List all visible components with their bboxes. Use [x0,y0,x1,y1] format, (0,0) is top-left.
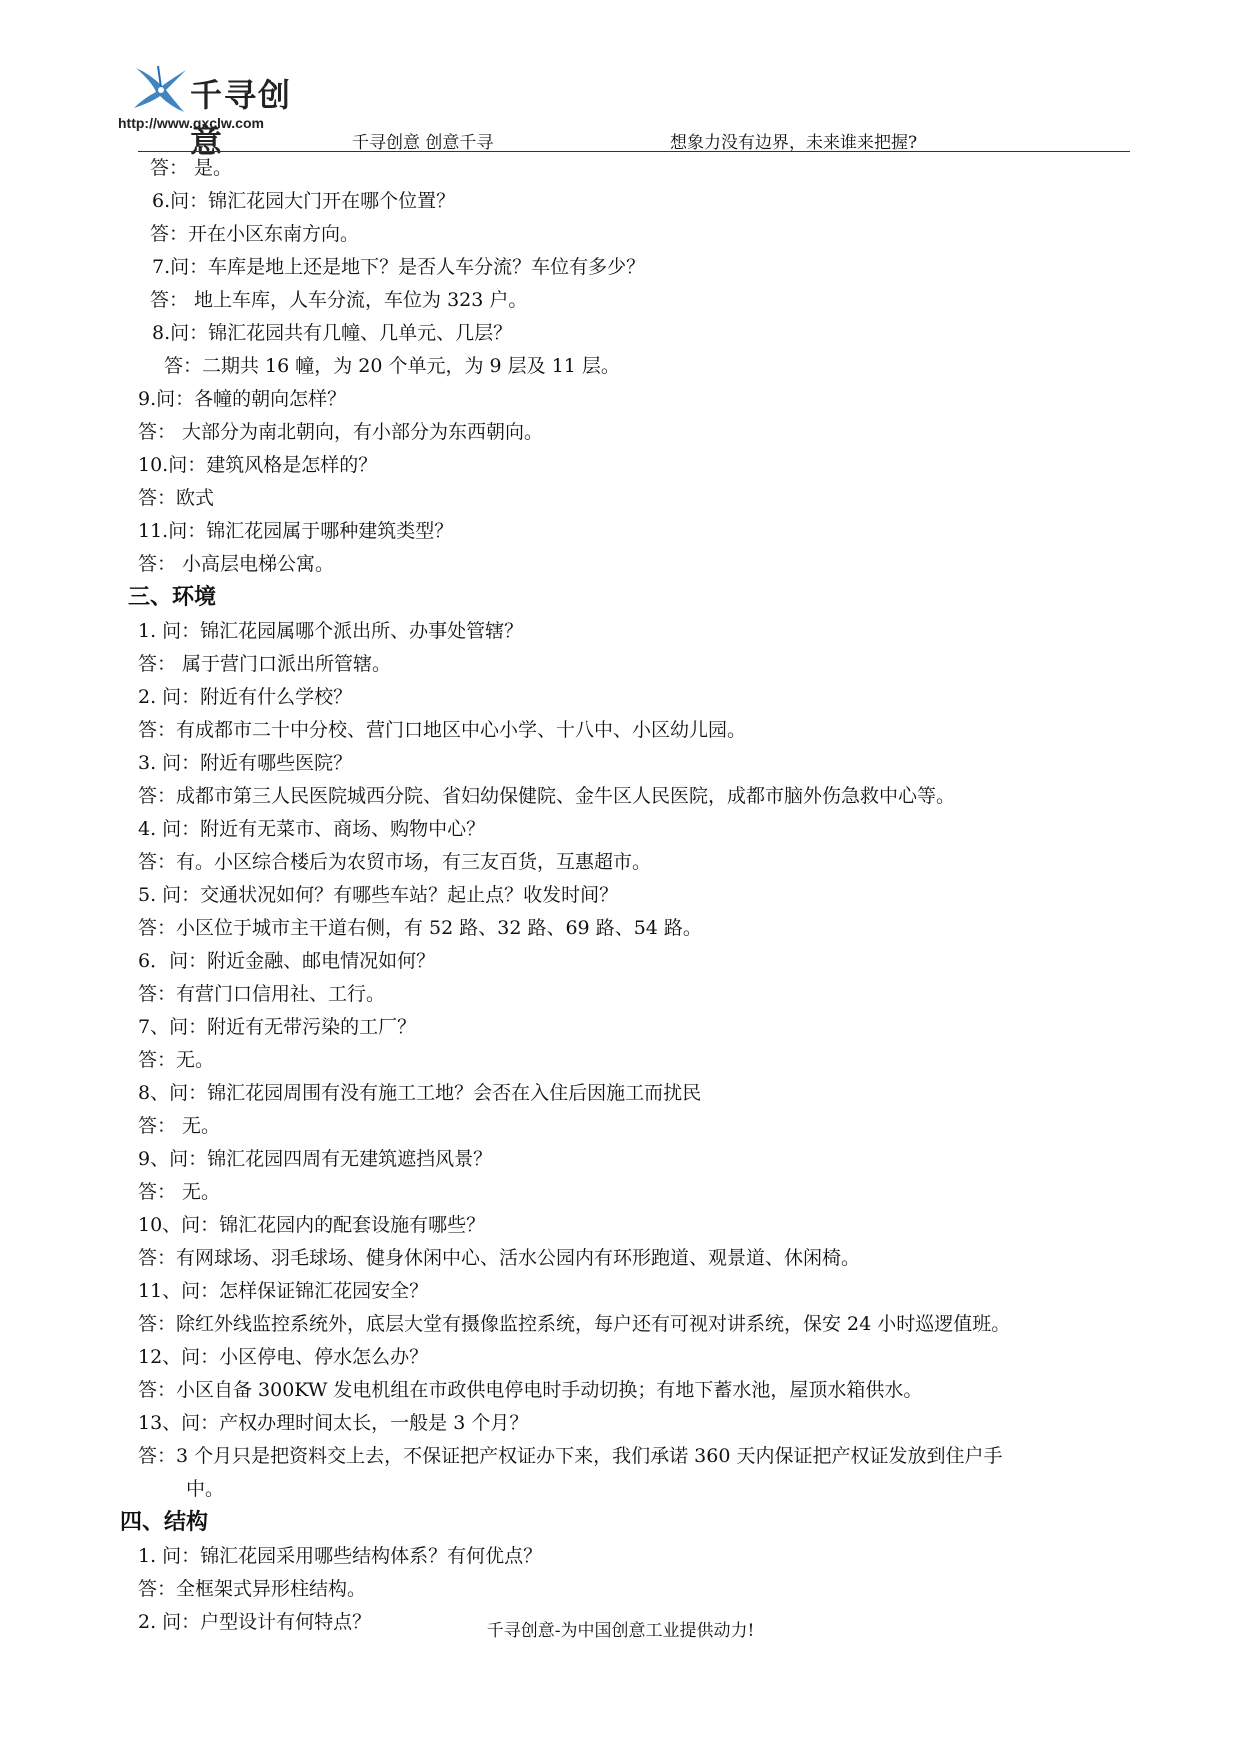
text-line: 答： 属于营门口派出所管辖。 [138,653,392,675]
text-line: 11、问：怎样保证锦汇花园安全？ [138,1280,429,1302]
text-line: 6.问：锦汇花园大门开在哪个位置？ [152,190,456,212]
logo [118,62,308,160]
text-line: 答：有网球场、羽毛球场、健身休闲中心、活水公园内有环形跑道、观景道、休闲椅。 [138,1247,861,1269]
text-line: 2. 问：附近有什么学校？ [138,686,353,708]
text-line: 13、问：产权办理时间太长，一般是 3 个月？ [138,1412,529,1434]
star-swirl-logo-icon [130,62,188,114]
text-line: 9.问：各幢的朝向怎样？ [138,388,347,410]
text-line: 9、问：锦汇花园四周有无建筑遮挡风景？ [138,1148,493,1170]
text-line: 5. 问：交通状况如何？有哪些车站？起止点？收发时间？ [138,884,619,906]
text-line: 11.问：锦汇花园属于哪种建筑类型？ [138,520,454,542]
text-line: 10.问：建筑风格是怎样的？ [138,454,378,476]
text-line: 答：有营门口信用社、工行。 [138,983,386,1005]
text-line: 8.问：锦汇花园共有几幢、几单元、几层？ [152,322,513,344]
text-line: 答：小区位于城市主干道右侧，有 52 路、32 路、69 路、54 路。 [138,917,702,939]
text-line: 8、问：锦汇花园周围有没有施工工地？会否在入住后因施工而扰民 [138,1082,702,1104]
text-line: 3. 问：附近有哪些医院？ [138,752,353,774]
site-url[interactable]: http://www.qxclw.com [118,115,264,131]
text-line: 答：小区自备 300KW 发电机组在市政供电停电时手动切换；有地下蓄水池，屋顶水箱供水。 [138,1379,923,1401]
text-line: 答： 地上车库，人车分流，车位为 323 户。 [150,289,528,311]
text-line: 答：3 个月只是把资料交上去，不保证把产权证办下来，我们承诺 360 天内保证把产权证发放到住户手 [138,1445,1003,1467]
page-header [0,0,1241,160]
text-line: 答：除红外线监控系统外，底层大堂有摄像监控系统，每户还有可视对讲系统，保安 24 小时巡逻值班。 [138,1313,1011,1335]
text-line: 答： 无。 [138,1115,221,1137]
page-footer: 千寻创意-为中国创意工业提供动力! [486,1621,755,1641]
text-line: 7、问：附近有无带污染的工厂？ [138,1016,417,1038]
text-line: 6．问：附近金融、邮电情况如何？ [138,950,436,972]
text-line: 中。 [186,1478,225,1500]
text-line: 1. 问：锦汇花园属哪个派出所、办事处管辖？ [138,620,524,642]
text-line: 答：有成都市二十中分校、营门口地区中心小学、十八中、小区幼儿园。 [138,719,747,741]
text-line: 答：欧式 [138,487,215,509]
section-heading: 四、结构 [120,1510,209,1535]
text-line: 答： 小高层电梯公寓。 [138,553,335,575]
text-line: 答： 大部分为南北朝向，有小部分为东西朝向。 [138,421,544,443]
text-line: 2. 问：户型设计有何特点？ [138,1611,372,1633]
text-line: 答：开在小区东南方向。 [150,223,360,245]
text-line: 4. 问：附近有无菜市、商场、购物中心？ [138,818,486,840]
text-line: 答： 无。 [138,1181,221,1203]
text-line: 答： 是。 [150,157,233,179]
text-line: 10、问：锦汇花园内的配套设施有哪些？ [138,1214,486,1236]
text-line: 答：无。 [138,1049,215,1071]
section-heading: 三、环境 [128,585,217,610]
text-line: 答：二期共 16 幢，为 20 个单元，为 9 层及 11 层。 [164,355,620,377]
document-body [0,152,1241,1639]
text-line: 7.问：车库是地上还是地下？是否人车分流？车位有多少？ [152,256,646,278]
text-line: 答：有。小区综合楼后为农贸市场，有三友百货，互惠超市。 [138,851,652,873]
brand-name: 千寻创意 [190,76,293,160]
text-line: 答：全框架式异形柱结构。 [138,1578,367,1600]
text-line: 1. 问：锦汇花园采用哪些结构体系？有何优点？ [138,1545,543,1567]
text-line: 12、问：小区停电、停水怎么办？ [138,1346,429,1368]
header-slogan-left: 千寻创意 创意千寻 [352,133,494,153]
header-slogan-right: 想象力没有边界，未来谁来把握? [670,133,918,153]
text-line: 答：成都市第三人民医院城西分院、省妇幼保健院、金牛区人民医院，成都市脑外伤急救中心等。 [138,785,956,807]
